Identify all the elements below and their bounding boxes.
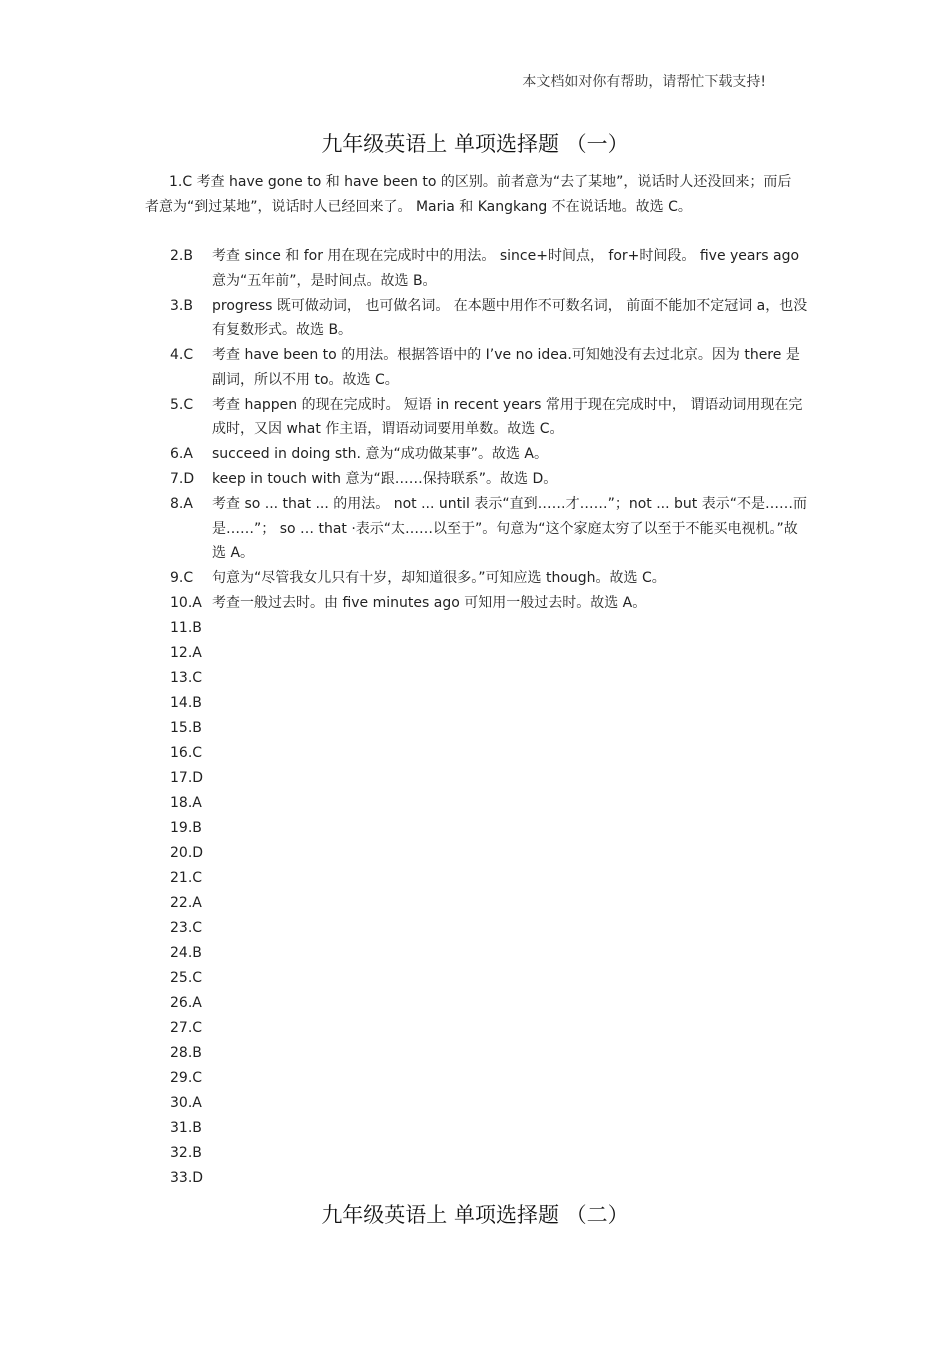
answer-number: 10.A (170, 595, 202, 611)
answer-explanation (212, 1041, 810, 1066)
answer-explanation (212, 616, 810, 641)
answer-number: 20.D (170, 845, 204, 861)
answer-explanation: succeed in doing sth. 意为“成功做某事”。故选 A。 (212, 446, 548, 462)
answer-number: 14.B (170, 695, 202, 711)
answer-explanation (212, 991, 810, 1016)
answer-item (170, 1116, 810, 1141)
answer-number: 29.C (170, 1070, 203, 1086)
answer-explanation (212, 766, 810, 791)
answer-explanation (212, 691, 810, 716)
answer-number: 33.D (170, 1170, 204, 1186)
answer-item (170, 716, 810, 741)
answer-item (170, 1041, 810, 1066)
answer-item (170, 1066, 810, 1091)
answer-explanation (212, 1141, 810, 1166)
answer-explanation (212, 716, 810, 741)
answer-item (170, 616, 810, 641)
answer-number: 12.A (170, 645, 202, 661)
answer-number: 7.D (170, 471, 195, 487)
answer-item (170, 766, 810, 791)
answer-item (170, 941, 810, 966)
answer-item (170, 566, 810, 591)
answer-number: 4.C (170, 347, 194, 363)
answer-item (170, 244, 810, 293)
answer-number: 16.C (170, 745, 203, 761)
answer-explanation: progress 既可做动词， 也可做名词。 在本题中用作不可数名词， 前面不能加不定冠词 a，也没有复数形式。故选 B。 (212, 297, 808, 338)
answer-item (170, 442, 810, 467)
answer-number: 17.D (170, 770, 204, 786)
answer-explanation (212, 641, 810, 666)
answer-number: 30.A (170, 1095, 202, 1111)
answer-number: 9.C (170, 570, 194, 586)
answer-number: 8.A (170, 496, 193, 512)
section-title-1: 九年级英语上 单项选择题 （一） (321, 132, 629, 156)
header-note: 本文档如对你有帮助，请帮忙下载支持! (522, 74, 766, 90)
answer-item (170, 641, 810, 666)
answer-number: 26.A (170, 995, 202, 1011)
answer-number: 19.B (170, 820, 202, 836)
answer-item (170, 916, 810, 941)
answer-number: 22.A (170, 895, 202, 911)
answer-explanation: 考查 since 和 for 用在现在完成时中的用法。 since+时间点， for+时间段。 five years ago 意为“五年前”，是时间点。故选 B。 (212, 248, 800, 289)
answer-explanation (212, 1016, 810, 1041)
answer-item (170, 393, 810, 442)
answer-item (170, 966, 810, 991)
answer-explanation (212, 841, 810, 866)
answer-explanation (212, 1066, 810, 1091)
answer-item (170, 1141, 810, 1166)
answer-item (170, 866, 810, 891)
answer-explanation: 考查 have been to 的用法。根据答语中的 I’ve no idea.可知她没有去过北京。因为 there 是副词，所以不用 to。故选 C。 (212, 347, 800, 388)
answer-item (170, 1016, 810, 1041)
answer-1-explanation: 1.C 考查 have gone to 和 have been to 的区别。前者意为“去了某地”，说话时人还没回来；而后者意为“到过某地”，说话时人已经回来了。 Maria 和 Kangkang 不在说话地。故选 C。 (145, 174, 792, 215)
answer-explanation (212, 741, 810, 766)
answer-item (170, 841, 810, 866)
answer-number: 32.B (170, 1145, 202, 1161)
answer-number: 23.C (170, 920, 203, 936)
answer-item (170, 741, 810, 766)
answer-number: 27.C (170, 1020, 203, 1036)
answer-explanation (212, 916, 810, 941)
answer-number: 13.C (170, 670, 203, 686)
answer-item (170, 666, 810, 691)
answer-explanation: 考查 so ... that ... 的用法。 not ... until 表示“直到……才……”；not ... but 表示“不是……而是……”； so … that ·表示“太……以至于”。句意为“这个家庭太穷了以至于不能买电视机。”故选 A。 (212, 496, 807, 561)
answer-number: 5.C (170, 396, 194, 413)
answer-number: 2.B (170, 248, 193, 264)
answer-explanation (212, 1166, 810, 1191)
answer-item (170, 1091, 810, 1116)
answer-number: 11.B (170, 620, 202, 636)
answer-number: 18.A (170, 795, 202, 811)
answer-explanation: 考查一般过去时。由 five minutes ago 可知用一般过去时。故选 A。 (212, 595, 647, 611)
answer-item (170, 492, 810, 566)
answer-explanation (212, 966, 810, 991)
answer-number: 3.B (170, 297, 193, 314)
answer-explanation (212, 791, 810, 816)
answer-explanation: keep in touch with 意为“跟……保持联系”。故选 D。 (212, 471, 558, 487)
answer-number: 24.B (170, 945, 202, 961)
answer-item (170, 343, 810, 392)
answer-explanation (212, 816, 810, 841)
answer-explanation (212, 866, 810, 891)
answer-explanation (212, 941, 810, 966)
answer-item (170, 791, 810, 816)
answer-number: 15.B (170, 720, 202, 736)
answer-number: 25.C (170, 970, 203, 986)
answer-explanation (212, 666, 810, 691)
answer-explanation: 考查 happen 的现在完成时。 短语 in recent years 常用于现在完成时中， 谓语动词用现在完成时，又因 what 作主语，谓语动词要用单数。故选 C。 (212, 396, 803, 437)
answer-explanation (212, 1091, 810, 1116)
answer-number: 6.A (170, 446, 193, 462)
answer-explanation: 句意为“尽管我女儿只有十岁，却知道很多。”可知应选 though。故选 C。 (212, 570, 666, 586)
answer-explanation (212, 891, 810, 916)
answer-item (170, 991, 810, 1016)
answer-item (170, 591, 810, 616)
answer-item (170, 467, 810, 492)
answer-item (170, 691, 810, 716)
answer-item (170, 891, 810, 916)
answer-number: 28.B (170, 1045, 202, 1061)
section-title-2: 九年级英语上 单项选择题 （二） (321, 1203, 629, 1227)
answer-item (170, 816, 810, 841)
answer-list (170, 244, 810, 1191)
answer-explanation (212, 1116, 810, 1141)
answer-item (170, 294, 810, 343)
answer-number: 21.C (170, 870, 203, 886)
answer-item (170, 1166, 810, 1191)
answer-number: 31.B (170, 1120, 202, 1136)
